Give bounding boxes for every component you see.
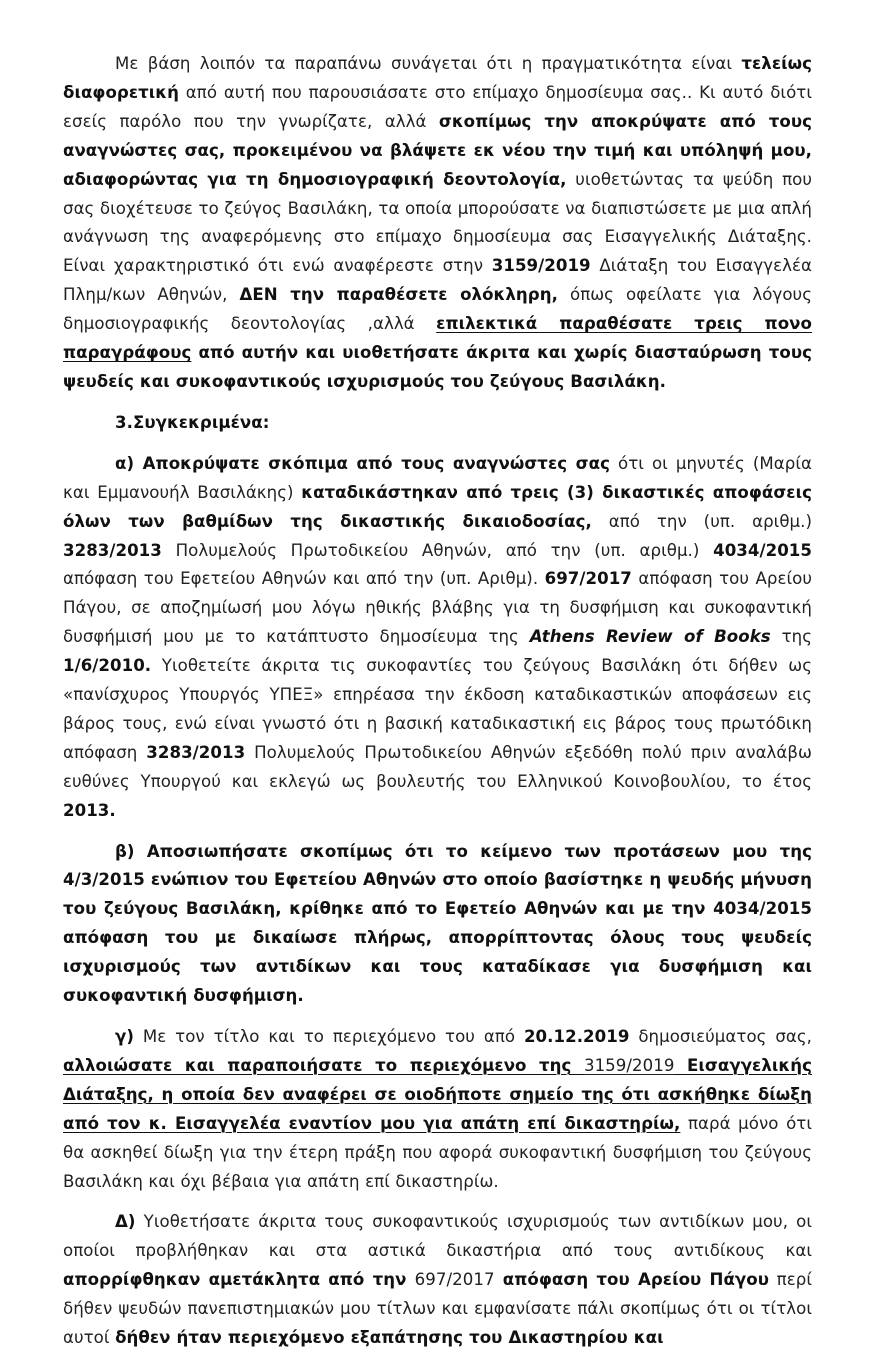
text-run: από την (υπ. αριθμ.): [591, 511, 812, 531]
text-run: Εισαγγελικής Διάταξης, η οποία δεν αναφέρει σε οιοδήποτε σημείο της ότι ασκήθηκε δίωξη από τον κ. Εισαγγελέα εναντίον μου για απάτη επί δικαστηρίω,: [63, 1055, 812, 1133]
text-run: Δ): [115, 1212, 136, 1232]
text-run: 2013.: [63, 800, 116, 820]
text-run: απόφαση του Αρείου Πάγου: [494, 1270, 769, 1290]
text-run: 697/2017: [544, 569, 632, 589]
text-run: από αυτήν και υιοθετήσατε άκριτα και χωρίς διασταύρωση τους ψευδείς και συκοφαντικούς ισχυρισμούς του ζεύγους Βασιλάκη.: [63, 343, 812, 391]
text-run: 697/2017: [414, 1270, 495, 1290]
text-run: 4034/2015: [713, 540, 812, 560]
text-run: της: [770, 627, 813, 647]
text-run: ΔΕΝ την παραθέσετε ολόκληρη,: [239, 285, 558, 305]
text-run: όπως οφείλατε για λόγους δημοσιογραφικής δεοντολογίας ,αλλά: [63, 285, 812, 334]
text-run: απόφαση του Αρείου Πάγου, σε αποζημίωσή μου λόγω ηθικής βλάβης για τη δυσφήμιση και συκοφαντική δυσφήμισή μου με το κατάπτυστο δημοσίευμα της: [63, 569, 812, 647]
text-run: Με τον τίτλο και το περιεχόμενο του από: [134, 1027, 524, 1046]
text-run: αλλοιώσατε και παραποιήσατε το περιεχόμενο της: [63, 1055, 584, 1075]
paragraph: [63, 838, 812, 1011]
text-run: 3159/2019: [583, 1055, 675, 1075]
text-run: Διάταξη του Εισαγγελέα Πλημ/κων Αθηνών,: [63, 256, 812, 305]
text-run: 3283/2013: [146, 742, 246, 762]
text-run: ότι οι μηνυτές (Μαρία και Εμμανουήλ Βασιλάκης): [63, 453, 813, 502]
text-run: 3.Συγκεκριμένα:: [115, 412, 270, 432]
text-run: 20.12.2019: [523, 1027, 630, 1046]
text-run: παρά μόνο ότι θα ασκηθεί δίωξη για την έτερη πράξη που αφορά συκοφαντική δυσφήμιση του ζεύγους Βασιλάκη και όχι βέβαια για απάτη επί δικαστηρίω.: [63, 1113, 812, 1191]
text-run: επιλεκτικά παραθέσατε τρεις πονο παραγράφους: [63, 314, 812, 363]
text-run: Athens Review of Books: [529, 627, 771, 647]
text-run: υιοθετώντας τα ψεύδη που σας διοχέτευσε το ζεύγος Βασιλάκη, τα οποία μπορούσατε να διαπιστώσετε με μια απλή ανάγνωση της αναφερόμενης στο επίμαχο δημοσίευμα σας Εισαγγελικής Διάταξης. Είναι χαρακτηριστικό ότι ενώ αναφέρεστε στην: [63, 169, 812, 276]
paragraph: [63, 450, 812, 826]
text-run: α) Αποκρύψατε σκόπιμα από τους αναγνώστες σας: [115, 453, 610, 473]
text-run: Με βάση λοιπόν τα παραπάνω συνάγεται ότι η πραγματικότητα είναι: [115, 54, 742, 73]
text-run: Υιοθετήσατε άκριτα τους συκοφαντικούς ισχυρισμούς των αντιδίκων μου, οι οποίοι προβλήθηκαν και στα αστικά δικαστήρια από τους αντιδίκους και: [63, 1212, 812, 1261]
text-run: 3283/2013: [63, 540, 162, 560]
paragraph: [63, 1208, 812, 1353]
text-run: περί δήθεν ψευδών πανεπιστημιακών μου τίτλων και εμφανίσατε πάλι σκοπίμως ότι οι τίτλοι αυτοί: [63, 1270, 812, 1348]
text-run: 3159/2019: [491, 256, 591, 276]
text-run: δημοσιεύματος σας,: [629, 1027, 812, 1046]
document-body: [63, 50, 812, 1353]
text-run: απόφαση του Εφετείου Αθηνών και από την (υπ. Αριθμ).: [63, 569, 545, 589]
text-run: Πολυμελούς Πρωτοδικείου Αθηνών, από την (υπ. αριθμ.): [161, 540, 714, 560]
text-run: β) Αποσιωπήσατε σκοπίμως ότι το κείμενο των προτάσεων μου της 4/3/2015 ενώπιον του Εφετείου Αθηνών στο οποίο βασίστηκε η ψευδής μήνυση του ζεύγους Βασιλάκη, κρίθηκε από το Εφετείο Αθηνών και με την 4034/2015 απόφαση του με δικαίωσε πλήρως, απορρίπτοντας όλους τους ψευδείς ισχυρισμούς των αντιδίκων και τους καταδίκασε για δυσφήμιση και συκοφαντική δυσφήμιση.: [63, 841, 812, 1006]
text-run: Υιοθετείτε άκριτα τις συκοφαντίες του ζεύγους Βασιλάκη ότι δήθεν ως «πανίσχυρος Υπουργός ΥΠΕΞ» επηρέασα την έκδοση καταδικαστικών αποφάσεων εις βάρος τους, ενώ είναι γνωστό ότι η βασική καταδικαστική εις βάρος τους πρωτόδικη απόφαση: [63, 656, 812, 762]
paragraph: [63, 409, 812, 438]
text-run: σκοπίμως την αποκρύψατε από τους αναγνώστες σας, προκειμένου να βλάψετε εκ νέου την τιμή και υπόληψή μου, αδιαφορώντας για τη δημοσιογραφική δεοντολογία,: [63, 111, 812, 189]
text-run: τελείως διαφορετική: [63, 54, 812, 102]
text-run: Πολυμελούς Πρωτοδικείου Αθηνών εξεδόθη πολύ πριν αναλάβω ευθύνες Υπουργού και εκλεγώ ως βουλευτής του Ελληνικού Κοινοβουλίου, το έτος: [63, 742, 812, 791]
text-run: 1/6/2010.: [63, 656, 152, 676]
text-run: απορρίφθηκαν αμετάκλητα από την: [63, 1270, 415, 1290]
text-run: δήθεν ήταν περιεχόμενο εξαπάτησης του Δικαστηρίου και: [115, 1328, 664, 1348]
paragraph: [63, 1023, 812, 1196]
text-run: καταδικάστηκαν από τρεις (3) δικαστικές αποφάσεις όλων των βαθμίδων της δικαστικής δικαιοδοσίας,: [63, 482, 812, 531]
text-run: από αυτή που παρουσιάσατε στο επίμαχο δημοσίευμα σας.. Κι αυτό διότι εσείς παρόλο που την γνωρίζατε, αλλά: [63, 82, 812, 131]
paragraph: [63, 50, 812, 397]
text-run: γ): [115, 1027, 134, 1046]
